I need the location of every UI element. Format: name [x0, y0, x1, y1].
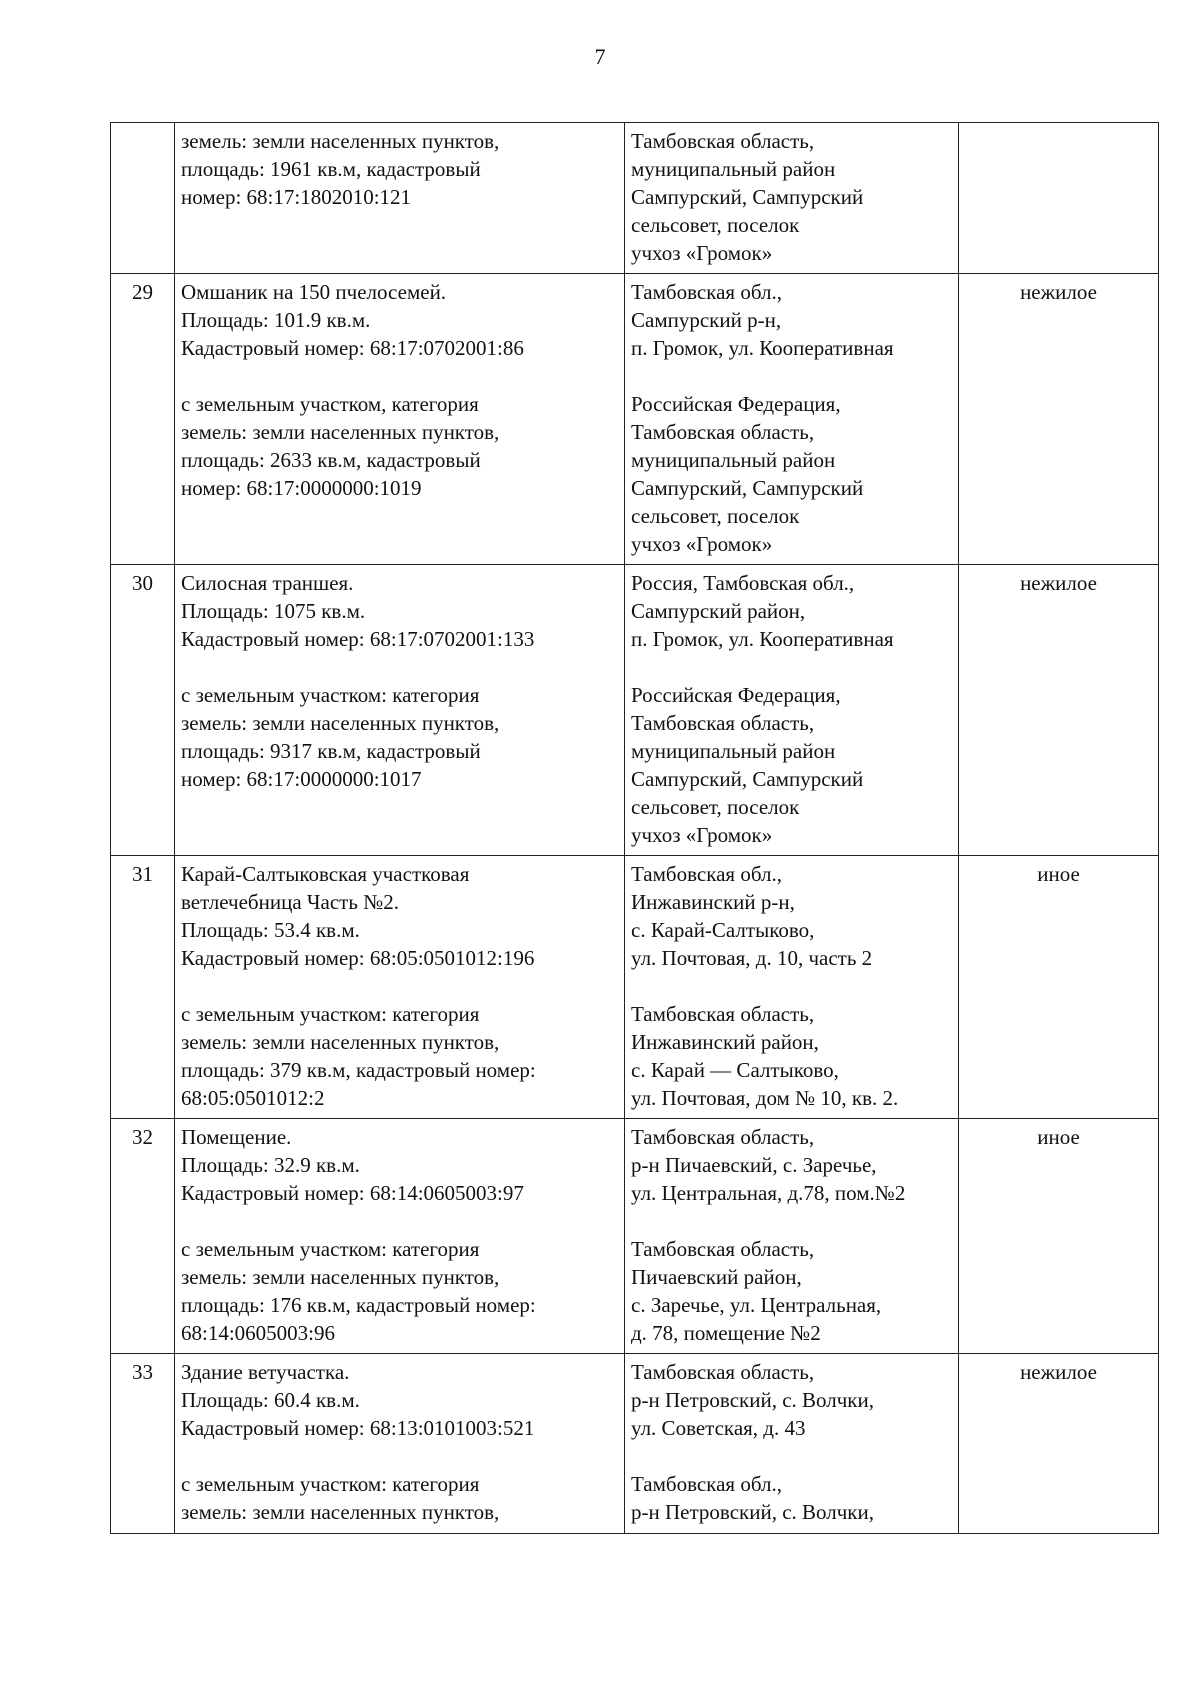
object-description: Здание ветучастка. Площадь: 60.4 кв.м. Кадастровый номер: 68:13:0101003:521 — [181, 1360, 535, 1440]
land-plot-address: Тамбовская область, Пичаевский район, с. Заречье, ул. Центральная, д. 78, помещение №2 — [631, 1237, 882, 1345]
object-description: Карай-Салтыковская участковая ветлечебница Часть №2. Площадь: 53.4 кв.м. Кадастровый номер: 68:05:0501012:196 — [181, 862, 535, 970]
table-row — [111, 274, 1159, 565]
address-cell — [625, 274, 959, 565]
object-address: Россия, Тамбовская обл., Сампурский район, п. Громок, ул. Кооперативная — [631, 571, 894, 651]
description-cell — [175, 1354, 625, 1534]
address-cell — [625, 856, 959, 1119]
object-type-cell: нежилое — [959, 1354, 1159, 1534]
description-cell — [175, 565, 625, 856]
object-address: Тамбовская обл., Сампурский р-н, п. Громок, ул. Кооперативная — [631, 280, 894, 360]
row-number-cell: 32 — [111, 1119, 175, 1354]
address-cell — [625, 1354, 959, 1534]
row-number-cell: 29 — [111, 274, 175, 565]
description-cell — [175, 1119, 625, 1354]
row-number-cell — [111, 123, 175, 274]
land-plot-description: с земельным участком: категория земель: земли населенных пунктов, площадь: 176 кв.м, кадастровый номер: 68:14:0605003:96 — [181, 1237, 536, 1345]
object-type-cell: иное — [959, 856, 1159, 1119]
table-row — [111, 565, 1159, 856]
land-plot-description: с земельным участком: категория земель: земли населенных пунктов, — [181, 1472, 500, 1524]
object-type-cell: нежилое — [959, 274, 1159, 565]
page-number: 7 — [594, 44, 606, 69]
land-plot-description: с земельным участком, категория земель: земли населенных пунктов, площадь: 2633 кв.м, кадастровый номер: 68:17:0000000:1019 — [181, 392, 500, 500]
object-description: Силосная траншея. Площадь: 1075 кв.м. Кадастровый номер: 68:17:0702001:133 — [181, 571, 535, 651]
object-description: Помещение. Площадь: 32.9 кв.м. Кадастровый номер: 68:14:0605003:97 — [181, 1125, 524, 1205]
address-cell — [625, 123, 959, 274]
table-row — [111, 1354, 1159, 1534]
description-cell — [175, 274, 625, 565]
table-row — [111, 123, 1159, 274]
object-address: Тамбовская обл., Инжавинский р-н, с. Карай-Салтыково, ул. Почтовая, д. 10, часть 2 — [631, 862, 873, 970]
address-cell — [625, 1119, 959, 1354]
row-number-cell: 31 — [111, 856, 175, 1119]
row-number-cell: 33 — [111, 1354, 175, 1534]
land-plot-description: с земельным участком: категория земель: земли населенных пунктов, площадь: 379 кв.м, кадастровый номер: 68:05:0501012:2 — [181, 1002, 536, 1110]
land-plot-address: Тамбовская обл., р-н Петровский, с. Волчки, — [631, 1472, 874, 1524]
property-registry-table — [110, 122, 1159, 1534]
object-address: Тамбовская область, муниципальный район Сампурский, Сампурский сельсовет, поселок учхоз «Громок» — [631, 129, 864, 265]
table-row — [111, 1119, 1159, 1354]
table-row — [111, 856, 1159, 1119]
row-number-cell: 30 — [111, 565, 175, 856]
description-cell — [175, 123, 625, 274]
object-description: земель: земли населенных пунктов, площадь: 1961 кв.м, кадастровый номер: 68:17:1802010:121 — [181, 129, 500, 209]
object-address: Тамбовская область, р-н Пичаевский, с. Заречье, ул. Центральная, д.78, пом.№2 — [631, 1125, 906, 1205]
land-plot-address: Тамбовская область, Инжавинский район, с. Карай — Салтыково, ул. Почтовая, дом № 10, кв. 2. — [631, 1002, 899, 1110]
land-plot-address: Российская Федерация, Тамбовская область, муниципальный район Сампурский, Сампурский сельсовет, поселок учхоз «Громок» — [631, 392, 864, 556]
address-cell — [625, 565, 959, 856]
object-address: Тамбовская область, р-н Петровский, с. Волчки, ул. Советская, д. 43 — [631, 1360, 874, 1440]
object-description: Омшаник на 150 пчелосемей. Площадь: 101.9 кв.м. Кадастровый номер: 68:17:0702001:86 — [181, 280, 524, 360]
description-cell — [175, 856, 625, 1119]
object-type-cell: нежилое — [959, 565, 1159, 856]
land-plot-description: с земельным участком: категория земель: земли населенных пунктов, площадь: 9317 кв.м, кадастровый номер: 68:17:0000000:1017 — [181, 683, 500, 791]
object-type-cell: иное — [959, 1119, 1159, 1354]
land-plot-address: Российская Федерация, Тамбовская область, муниципальный район Сампурский, Сампурский сельсовет, поселок учхоз «Громок» — [631, 683, 864, 847]
object-type-cell — [959, 123, 1159, 274]
